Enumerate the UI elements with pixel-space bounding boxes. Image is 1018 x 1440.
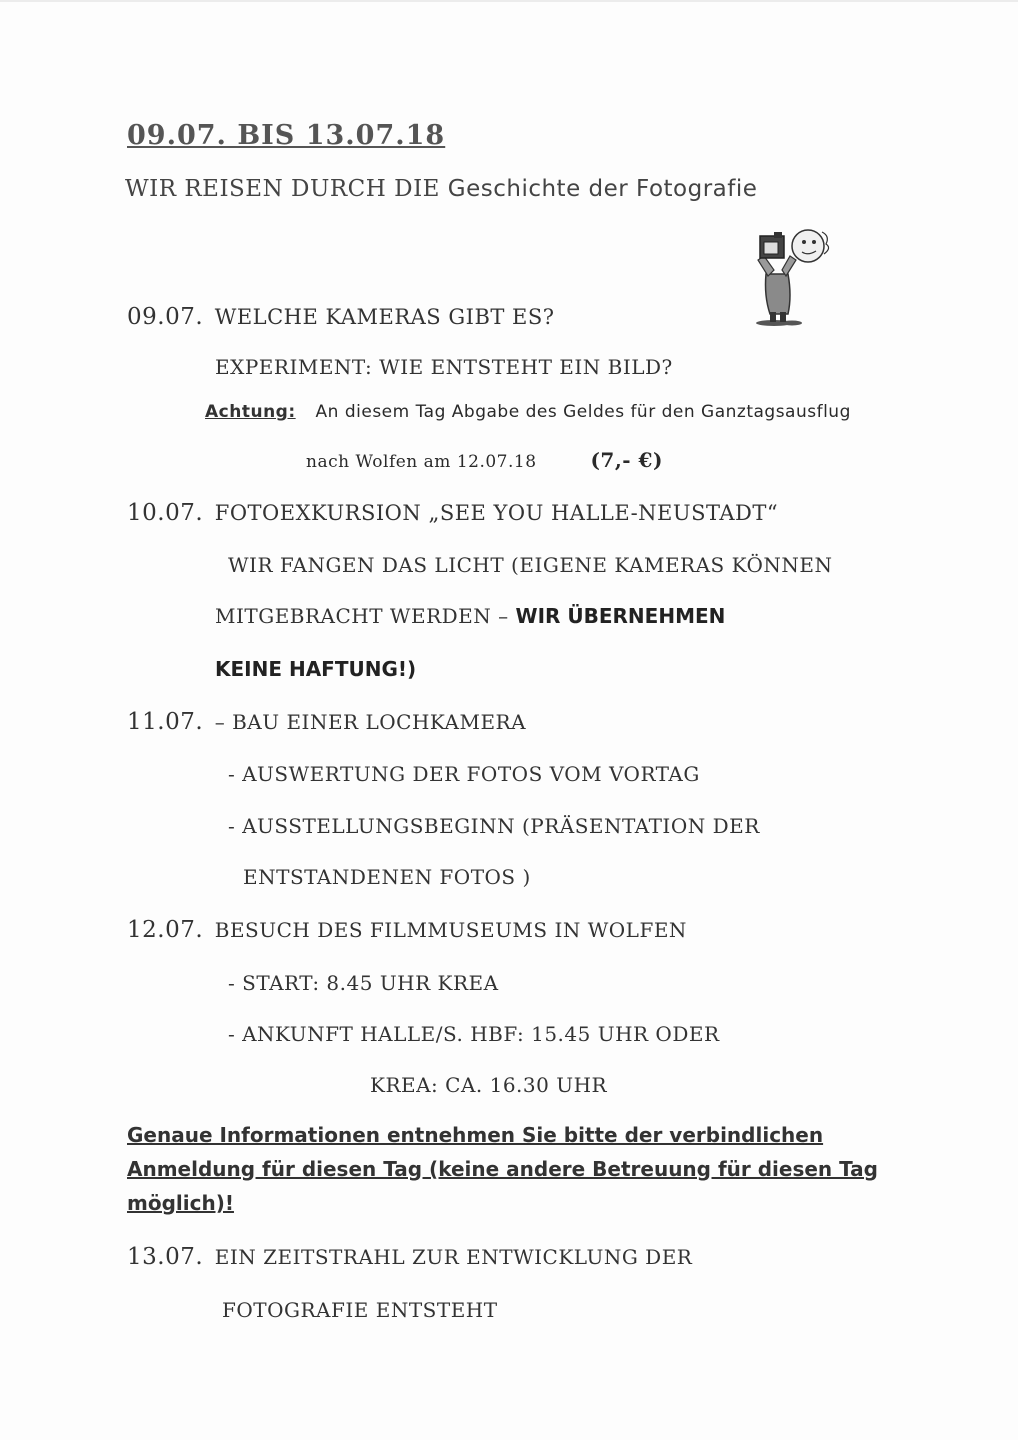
day-1307-heading bbox=[127, 1244, 692, 1270]
day-1107-heading bbox=[127, 709, 526, 735]
page-title: 09.07. BIS 13.07.18 bbox=[127, 120, 446, 151]
day-1307-line: FOTOGRAFIE ENTSTEHT bbox=[222, 1298, 498, 1322]
day-topic: FOTOEXKURSION „SEE YOU HALLE-NEUSTADT“ bbox=[214, 501, 779, 525]
day-topic: BESUCH DES FILMMUSEUMS IN WOLFEN bbox=[214, 918, 687, 942]
day-1107-line: ENTSTANDENEN FOTOS ) bbox=[243, 865, 531, 889]
achtung-text: An diesem Tag Abgabe des Geldes für den Ganztagsausflug bbox=[315, 402, 851, 422]
registration-notice: Genaue Informationen entnehmen Sie bitte der verbindlichen Anmeldung für diesen Tag (keine andere Betreuung für diesen Tag möglich)! bbox=[127, 1123, 878, 1215]
day-1107-line: - AUSSTELLUNGSBEGINN (PRÄSENTATION DER bbox=[228, 814, 760, 838]
day-1007-heading bbox=[127, 500, 778, 526]
day-date: 12.07. bbox=[127, 917, 204, 943]
subtitle-part-plain: Geschichte der Fotografie bbox=[447, 176, 758, 202]
day-0907-line: EXPERIMENT: WIE ENTSTEHT EIN BILD? bbox=[215, 355, 673, 379]
fee-amount: (7,- €) bbox=[590, 448, 663, 472]
day-date: 13.07. bbox=[127, 1244, 204, 1270]
day-1207-line: - START: 8.45 UHR KREA bbox=[228, 971, 499, 995]
day-topic: EIN ZEITSTRAHL ZUR ENTWICKLUNG DER bbox=[214, 1245, 693, 1269]
subtitle-part-caps: WIR REISEN DURCH DIE bbox=[125, 176, 440, 202]
day-topic: WELCHE KAMERAS GIBT ES? bbox=[214, 305, 555, 329]
day-0907-heading bbox=[127, 304, 555, 330]
day-1007-line-part: MITGEBRACHT WERDEN – bbox=[215, 604, 509, 628]
day-1107-line: - AUSWERTUNG DER FOTOS VOM VORTAG bbox=[228, 762, 700, 786]
day-1207-line: - ANKUNFT HALLE/S. HBF: 15.45 UHR ODER bbox=[228, 1022, 720, 1046]
day-1007-line bbox=[215, 604, 725, 628]
day-1207-heading bbox=[127, 917, 687, 943]
day-1007-line: WIR FANGEN DAS LICHT (EIGENE KAMERAS KÖNNEN bbox=[228, 553, 833, 577]
day-date: 11.07. bbox=[127, 709, 204, 735]
no-liability-notice-end: KEINE HAFTUNG!) bbox=[215, 657, 417, 681]
page-subtitle bbox=[125, 176, 757, 202]
day-date: 10.07. bbox=[127, 500, 204, 526]
no-liability-notice: WIR ÜBERNEHMEN bbox=[515, 604, 726, 628]
day-date: 09.07. bbox=[127, 304, 204, 330]
fee-text: nach Wolfen am 12.07.18 bbox=[306, 452, 537, 472]
day-1207-line: KREA: CA. 16.30 UHR bbox=[370, 1073, 608, 1097]
fee-row bbox=[306, 448, 663, 472]
achtung-row bbox=[205, 402, 851, 422]
photographer-cartoon-icon bbox=[748, 226, 836, 326]
achtung-label: Achtung: bbox=[205, 402, 296, 422]
day-topic: – BAU EINER LOCHKAMERA bbox=[214, 710, 527, 734]
